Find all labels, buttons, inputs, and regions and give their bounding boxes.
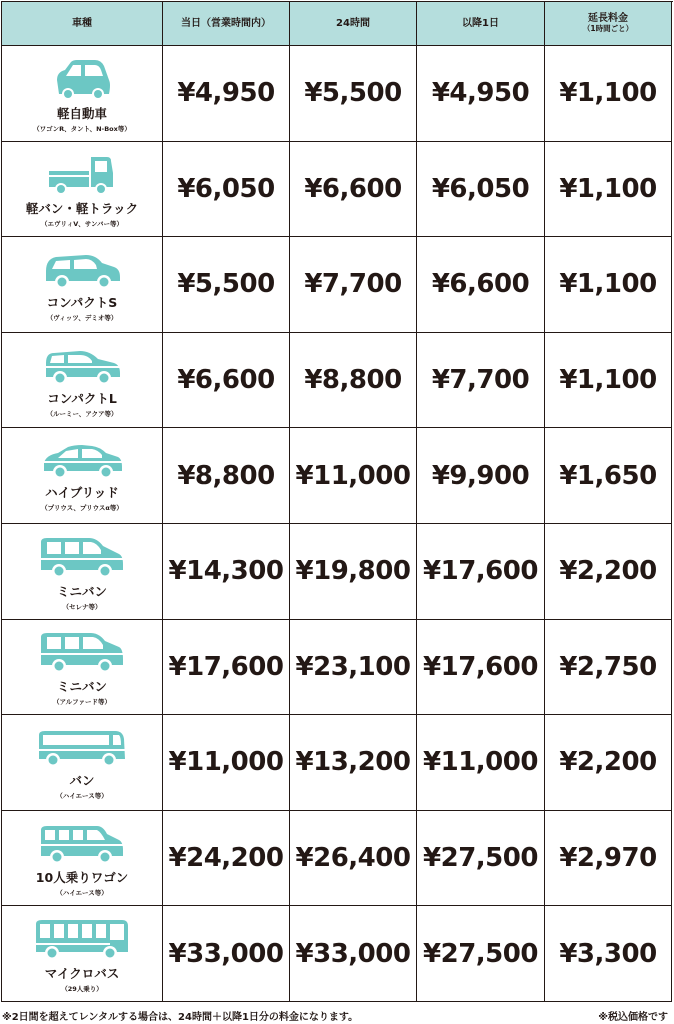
- price-same-day: ¥14,300: [163, 524, 290, 620]
- vehicle-type-cell: [2, 333, 163, 429]
- vehicle-type-cell: [2, 906, 163, 1002]
- vehicle-name: 10人乗りワゴン: [35, 869, 129, 885]
- price-additional-day: ¥27,500: [417, 811, 545, 907]
- minivan-icon: [39, 536, 125, 580]
- vehicle-type-cell: [2, 237, 163, 333]
- vehicle-examples: （29人乗り）: [61, 985, 103, 994]
- price-24-hours: ¥6,600: [290, 142, 417, 238]
- price-24-hours: ¥7,700: [290, 237, 417, 333]
- price-same-day: ¥4,950: [163, 46, 290, 142]
- van-icon: [37, 729, 127, 769]
- price-additional-day: ¥6,600: [417, 237, 545, 333]
- vehicle-type-cell: [2, 524, 163, 620]
- hybrid-car-icon: [40, 443, 124, 481]
- vehicle-type-cell: [2, 715, 163, 811]
- price-same-day: ¥6,050: [163, 142, 290, 238]
- header-label: 以降1日: [462, 17, 499, 29]
- vehicle-examples: （アルファード等）: [52, 698, 112, 707]
- kei-truck-icon: [47, 153, 117, 197]
- price-extension: ¥3,300: [545, 906, 672, 1002]
- price-24-hours: ¥5,500: [290, 46, 417, 142]
- vehicle-examples: （プリウス、プリウスα等）: [41, 504, 123, 513]
- vehicle-type-cell: [2, 428, 163, 524]
- price-additional-day: ¥9,900: [417, 428, 545, 524]
- price-24-hours: ¥11,000: [290, 428, 417, 524]
- footer-note: ※2日間を超えてレンタルする場合は、24時間＋以降1日分の料金になります。: [2, 1012, 359, 1023]
- vehicle-type-cell: [2, 142, 163, 238]
- vehicle-name: ハイブリッド: [45, 485, 119, 501]
- header-label: 24時間: [336, 17, 370, 29]
- vehicle-name: マイクロバス: [44, 966, 120, 982]
- compact-wagon-icon: [42, 347, 122, 387]
- vehicle-examples: （ヴィッツ、デミオ等）: [46, 313, 118, 322]
- header-label: 当日（営業時間内）: [181, 17, 271, 29]
- vehicle-examples: （セレナ等）: [62, 602, 102, 611]
- price-24-hours: ¥23,100: [290, 620, 417, 716]
- header-label: 延長料金: [588, 13, 628, 25]
- vehicle-type-cell: [2, 811, 163, 907]
- price-same-day: ¥6,600: [163, 333, 290, 429]
- price-24-hours: ¥13,200: [290, 715, 417, 811]
- header-per-additional-day: [417, 2, 545, 46]
- price-same-day: ¥17,600: [163, 620, 290, 716]
- header-24-hours: [290, 2, 417, 46]
- price-extension: ¥2,200: [545, 524, 672, 620]
- kei-car-icon: [51, 58, 113, 102]
- price-additional-day: ¥6,050: [417, 142, 545, 238]
- price-extension: ¥2,970: [545, 811, 672, 907]
- price-extension: ¥2,200: [545, 715, 672, 811]
- vehicle-examples: （ハイエース等）: [56, 888, 108, 897]
- price-same-day: ¥33,000: [163, 906, 290, 1002]
- vehicle-name: コンパクトL: [47, 390, 117, 406]
- footer-tax-note: ※税込価格です: [598, 1012, 668, 1023]
- large-minivan-icon: [39, 631, 125, 675]
- price-extension: ¥1,100: [545, 237, 672, 333]
- header-extension-fee: [545, 2, 672, 46]
- price-24-hours: ¥8,800: [290, 333, 417, 429]
- price-additional-day: ¥11,000: [417, 715, 545, 811]
- price-extension: ¥1,100: [545, 46, 672, 142]
- price-table: [1, 1, 673, 1002]
- price-extension: ¥1,100: [545, 142, 672, 238]
- price-same-day: ¥24,200: [163, 811, 290, 907]
- price-same-day: ¥11,000: [163, 715, 290, 811]
- vehicle-type-cell: [2, 620, 163, 716]
- price-additional-day: ¥27,500: [417, 906, 545, 1002]
- vehicle-name: ミニバン: [56, 583, 107, 599]
- wagon-icon: [39, 824, 125, 866]
- vehicle-examples: （エヴリィV、サンバー等）: [41, 220, 123, 229]
- price-additional-day: ¥7,700: [417, 333, 545, 429]
- vehicle-name: 軽自動車: [56, 105, 107, 121]
- vehicle-type-cell: [2, 46, 163, 142]
- price-extension: ¥1,650: [545, 428, 672, 524]
- vehicle-name: 軽バン・軽トラック: [25, 201, 139, 217]
- price-additional-day: ¥17,600: [417, 620, 545, 716]
- price-24-hours: ¥19,800: [290, 524, 417, 620]
- microbus-icon: [34, 918, 130, 962]
- price-same-day: ¥8,800: [163, 428, 290, 524]
- header-same-day: [163, 2, 290, 46]
- compact-car-icon: [42, 251, 122, 291]
- price-24-hours: ¥26,400: [290, 811, 417, 907]
- header-vehicle-type: [2, 2, 163, 46]
- vehicle-examples: （ルーミー、アクア等）: [46, 409, 118, 418]
- vehicle-name: バン: [69, 772, 95, 788]
- vehicle-name: ミニバン: [56, 679, 107, 695]
- price-extension: ¥2,750: [545, 620, 672, 716]
- price-24-hours: ¥33,000: [290, 906, 417, 1002]
- header-label: 車種: [72, 17, 92, 29]
- price-additional-day: ¥17,600: [417, 524, 545, 620]
- vehicle-examples: （ワゴンR、タント、N-Box等）: [33, 124, 131, 133]
- vehicle-examples: （ハイエース等）: [56, 791, 108, 800]
- price-extension: ¥1,100: [545, 333, 672, 429]
- header-sublabel: （1時間ごと）: [582, 23, 634, 33]
- price-additional-day: ¥4,950: [417, 46, 545, 142]
- vehicle-name: コンパクトS: [46, 294, 118, 310]
- price-same-day: ¥5,500: [163, 237, 290, 333]
